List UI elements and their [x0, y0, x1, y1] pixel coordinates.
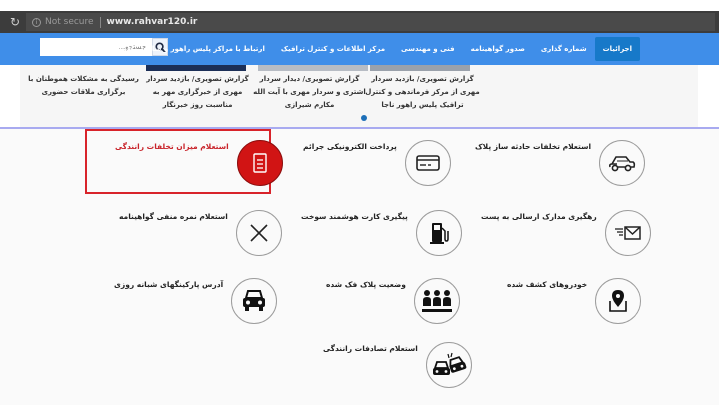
service-label: رهگیری مدارک ارسالی به پست [481, 212, 597, 221]
news-thumbnail[interactable] [370, 65, 470, 71]
menu-item-numbering[interactable]: شماره گذاری [540, 45, 587, 53]
news-item[interactable]: گزارش تصویری/ دیدار سردار اشتری و سردار مهری با آیت الله مکارم شیرازی [253, 75, 366, 109]
x-mark-icon [248, 222, 270, 244]
menu-item-police-contacts[interactable]: ارتباط با مراکز پلیس راهور و سازمانهای مرتبط [100, 45, 265, 53]
service-parking-address[interactable] [114, 278, 277, 324]
service-label: وضعیت پلاک فک شده [326, 280, 406, 289]
service-label: خودروهای کشف شده [507, 280, 588, 289]
info-icon[interactable]: i [32, 18, 41, 27]
security-label: Not secure [45, 17, 94, 27]
mail-fast-icon [613, 224, 643, 242]
news-item[interactable]: گزارش تصویری/ بازدید سردار مهری از مرکز فرماندهی و کنترل ترافیک پلیس راهور ناجا [365, 75, 480, 109]
service-accident-inquiry[interactable] [323, 342, 472, 388]
car-front-icon [240, 288, 268, 314]
service-label: پیگیری کارت هوشمند سوخت [301, 212, 408, 221]
service-label: پرداخت الکترونیکی جرائم [303, 142, 397, 151]
menu-item-license-issuance[interactable]: صدور گواهینامه [470, 45, 525, 53]
service-label: استعلام نمره منفی گواهینامه [119, 212, 228, 221]
service-negative-points[interactable] [119, 210, 282, 256]
car-crash-icon [431, 350, 467, 380]
main-menu [92, 37, 640, 61]
slider-dot[interactable] [361, 115, 367, 121]
reload-icon[interactable]: ↻ [9, 15, 21, 29]
news-item[interactable]: گزارش تصویری/ بازدید سردار مهری از خبرگزاری مهر به مناسبت روز خبرنگار [146, 75, 249, 109]
address-separator [100, 17, 101, 28]
service-plate-violations[interactable] [475, 140, 645, 186]
service-fuel-card[interactable] [301, 210, 462, 256]
fuel-pump-icon [428, 220, 450, 246]
map-pin-icon [606, 287, 630, 315]
screen-top-margin [0, 0, 719, 11]
address-bar[interactable] [26, 13, 715, 31]
news-item[interactable]: رسیدگی به مشکلات هموطنان با برگزاری ملاقات حضوری [28, 75, 139, 96]
service-violation-amount[interactable] [115, 140, 283, 186]
news-slider [20, 65, 698, 127]
people-row-icon [420, 287, 454, 315]
notepad-icon [250, 151, 270, 175]
browser-toolbar [0, 11, 719, 33]
main-navbar [0, 33, 719, 65]
service-label: استعلام تخلفات حادثه ساز پلاک [475, 142, 592, 151]
menu-item-engineering[interactable]: فنی و مهندسی [401, 45, 455, 53]
url-text[interactable]: www.rahvar120.ir [106, 17, 198, 27]
service-electronic-payment[interactable] [303, 140, 451, 186]
service-recovered-vehicles[interactable] [507, 278, 641, 324]
news-thumbnail[interactable] [258, 65, 368, 71]
car-outline-icon [607, 152, 637, 174]
service-label: آدرس پارکینگهای شبانه روزی [114, 280, 224, 289]
service-label: استعلام میزان تخلفات رانندگی [115, 142, 229, 151]
service-label: استعلام تصادفات رانندگی [323, 344, 418, 353]
news-thumbnail[interactable] [146, 65, 246, 71]
service-removed-plate[interactable] [326, 278, 460, 324]
credit-card-icon [415, 153, 441, 173]
menu-item-ejraiyat[interactable]: اجرائیات [595, 37, 640, 61]
menu-item-traffic-control[interactable]: مرکز اطلاعات و کنترل ترافیک [280, 45, 386, 53]
service-mail-tracking[interactable] [481, 210, 651, 256]
